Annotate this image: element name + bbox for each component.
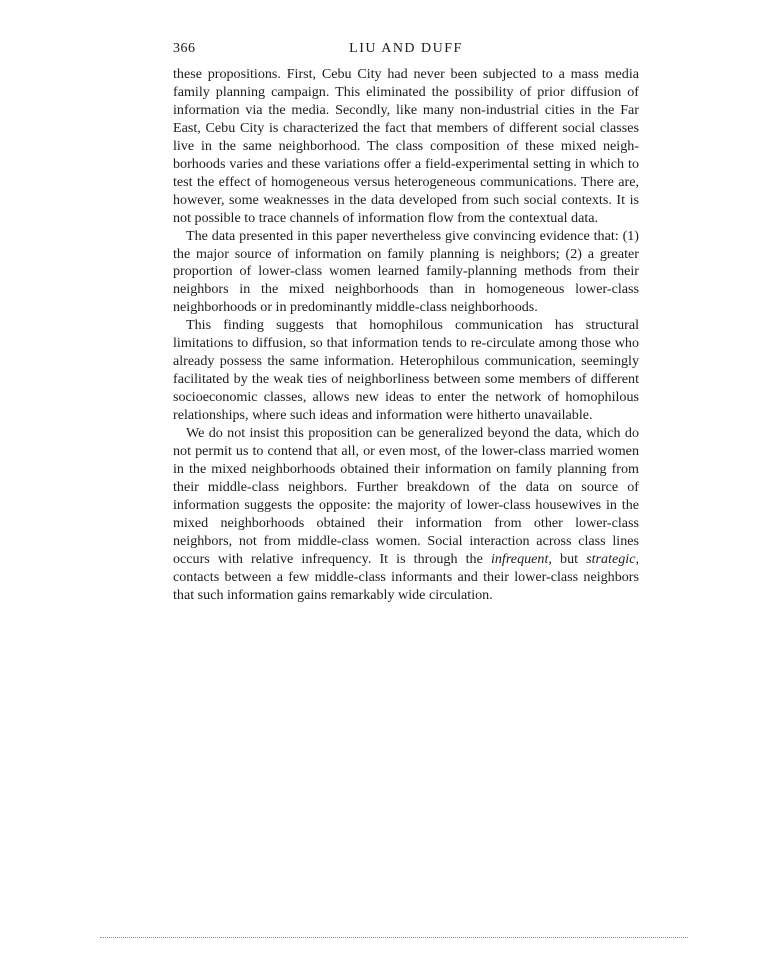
running-head	[173, 41, 639, 59]
paragraph-text-end: contacts between a few middle-class informants and their lower-class neighbors that such information gains remarkably wide circulation.	[173, 568, 639, 603]
scan-edge-line	[100, 937, 688, 938]
paragraph-text-middle: but	[551, 550, 587, 567]
emphasis-infrequent: infrequent,	[490, 550, 552, 567]
paragraph-text-start: We do not insist this proposition can be generalized beyond the data, which do not permit us to contend that all, or even most, of the lower-class married women in the mixed neighborhoods obtained their information on family planning from their middle-class neighbors. Further breakdown of the data on source of information suggests the opposite: the majority of lower-class housewives in the mixed neighborhoods obtained their information from other lower-class neighbors, not from middle-class women. Social interaction across class lines occurs with relative infrequency. It is through the	[173, 425, 639, 567]
paragraph-homophilous: This finding suggests that homophilous communication has structural limitations to diffusion, so that information tends to re-circulate among those who already possess the same information. Heterophilous communication, seemingly facilitated by the weak ties of neighborliness between some members of different socioeconomic classes, allows new ideas to enter the network of homophilous relationships, where such ideas and information were hitherto unavailable.	[173, 317, 639, 424]
paragraph-evidence: The data presented in this paper nevertheless give convincing evidence that: (1) the major source of information on family planning is neighbors; (2) a greater proportion of lower-class women learned family-planning methods from their neighbors in the mixed neighborhoods than in homogeneous lower-class neighborhoods or in predominantly middle-class neighborhoods.	[173, 227, 639, 316]
paragraph-continued: these propositions. First, Cebu City had never been subjected to a mass media family planning campaign. This eliminated the possibility of prior diffusion of information via the media. Secondly, like many non-industrial cities in the Far East, Cebu City is characterized the fact that members of different social classes live in the same neighborhood. The class composition of these mixed neighborhoods varies and these variations offer a field-experimental setting in which to test the effect of homogeneous versus heterogeneous communications. There are, however, some weaknesses in the data developed from such social contexts. It is not possible to trace channels of information flow from the contextual data.	[173, 66, 639, 226]
page-number: 366	[173, 41, 196, 56]
running-title: LIU AND DUFF	[349, 41, 463, 56]
emphasis-strategic: strategic,	[586, 550, 639, 567]
body-text	[173, 66, 639, 605]
paragraph-generalization	[173, 425, 639, 605]
